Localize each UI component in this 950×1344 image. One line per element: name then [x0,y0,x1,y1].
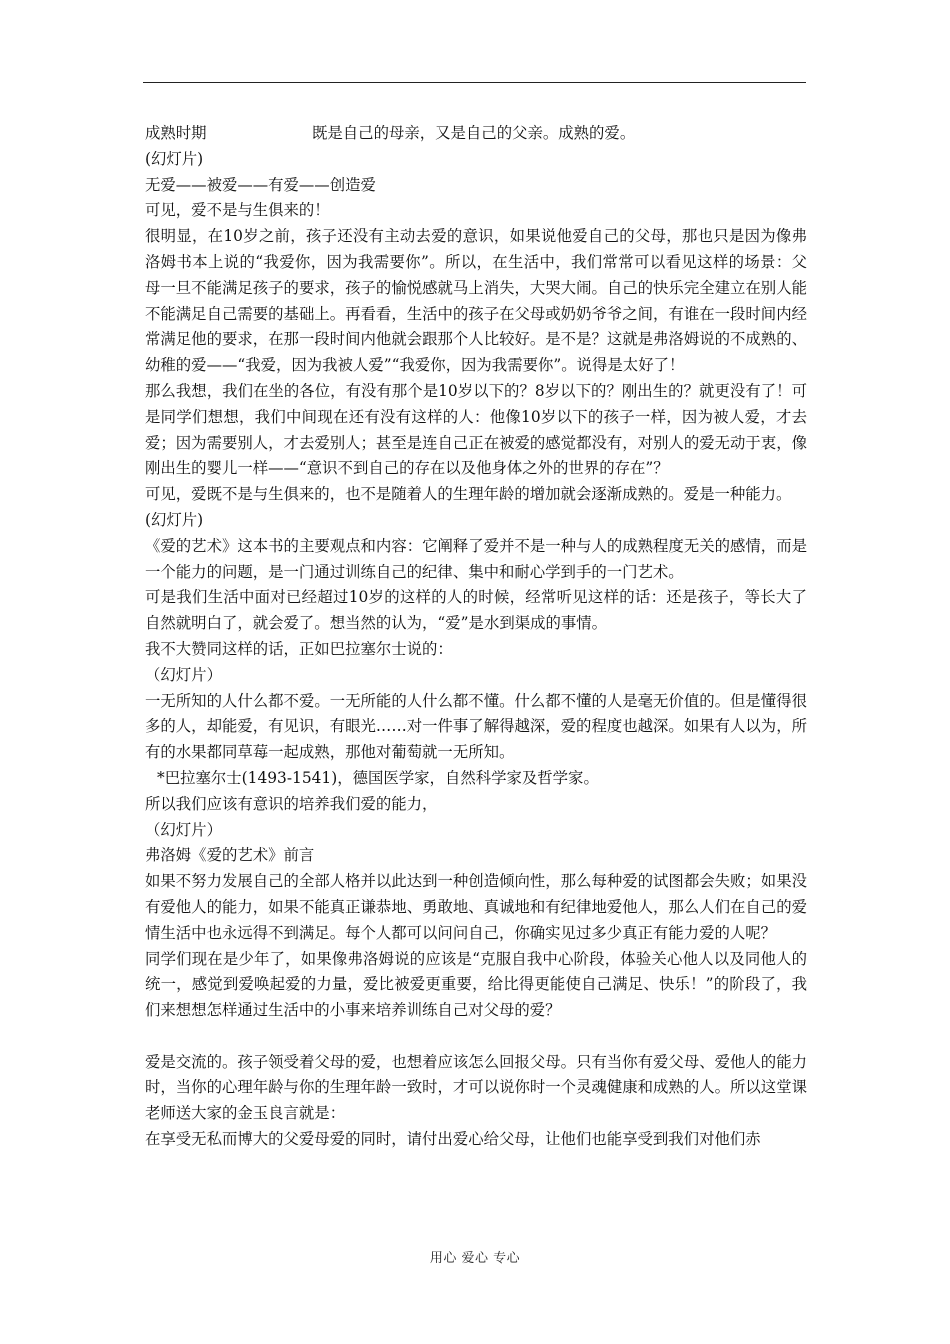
paragraph: 《爱的艺术》这本书的主要观点和内容：它阐释了爱并不是一种与人的成熟程度无关的感情，而是一个能力的问题，是一门通过训练自己的纪律、集中和耐心学到手的一门艺术。 [145,536,807,581]
paragraph: 如果不努力发展自己的全部人格并以此达到一种创造倾向性，那么每种爱的试图都会失败；如果没有爱他人的能力，如果不能真正谦恭地、勇敢地、真诚地和有纪律地爱他人，那么人们在自己的爱情生活中也永远得不到满足。每个人都可以问问自己，你确实见过多少真正有能力爱的人呢？ [145,872,807,942]
stage-description: 既是自己的母亲，又是自己的父亲。成熟的爱。 [312,124,636,142]
stage-row-mature [145,121,807,147]
page-footer: 用心 爱心 专心 [429,1251,521,1266]
paragraph: 那么我想，我们在坐的各位，有没有那个是10岁以下的？8岁以下的？刚出生的？就更没有了！可是同学们想想，我们中间现在还有没有这样的人：他像10岁以下的孩子一样，因为被人爱，才去爱；因为需要别人，才去爱别人；甚至是连自己正在被爱的感觉都没有，对别人的爱无动于衷，像刚出生的婴儿一样——“意识不到自己的存在以及他身体之外的世界的存在”？ [145,381,807,478]
footnote: *巴拉塞尔士(1493-1541)，德国医学家，自然科学家及哲学家。 [157,768,599,787]
paragraph: 我不大赞同这样的话，正如巴拉塞尔士说的： [145,639,453,658]
quote-paragraph: 一无所知的人什么都不爱。一无所能的人什么都不懂。什么都不懂的人是毫无价值的。但是懂得很多的人，却能爱，有见识，有眼光……对一件事了解得越深，爱的程度也越深。如果有人以为，所有的水果都同草莓一起成熟，那他对葡萄就一无所知。 [145,691,807,762]
slide-marker: （幻灯片） [145,665,222,684]
stage-label: 成熟时期 [145,124,207,142]
paragraph: 可见，爱不是与生俱来的！ [145,201,330,220]
paragraph: 所以我们应该有意识的培养我们爱的能力， [145,794,438,813]
love-stages-line: 无爱——被爱——有爱——创造爱 [145,175,376,194]
paragraph: 很明显，在10岁之前，孩子还没有主动去爱的意识，如果说他爱自己的父母，那也只是因为像弗洛姆书本上说的“我爱你，因为我需要你”。所以，在生活中，我们常常可以看见这样的场景：父母一旦不能满足孩子的要求，孩子的愉悦感就马上消失，大哭大闹。自己的快乐完全建立在别人能不能满足自己需要的基础上。再看看，生活中的孩子在父母或奶奶爷爷之间，有谁在一段时间内经常满足他的要求，在那一段时间内他就会跟那个人比较好。是不是？这就是弗洛姆说的不成熟的、幼稚的爱——“我爱，因为我被人爱”“我爱你，因为我需要你”。说得是太好了！ [145,227,807,375]
slide-marker: （幻灯片） [145,820,222,839]
header-rule [143,82,806,83]
paragraph: 同学们现在是少年了，如果像弗洛姆说的应该是“克服自我中心阶段，体验关心他人以及同他人的统一，感觉到爱唤起爱的力量，爱比被爱更重要，给比得更能使自己满足、快乐！”的阶段了，我们来想想怎样通过生活中的小事来培养训练自己对父母的爱？ [145,949,807,1020]
paragraph: 可见，爱既不是与生俱来的，也不是随着人的生理年龄的增加就会逐渐成熟的。爱是一种能力。 [145,485,792,504]
slide-marker: (幻灯片) [145,149,204,168]
slide-marker: (幻灯片) [145,510,204,529]
paragraph: 爱是交流的。孩子领受着父母的爱，也想着应该怎么回报父母。只有当你有爱父母、爱他人的能力时，当你的心理年龄与你的生理年龄一致时，才可以说你时一个灵魂健康和成熟的人。所以这堂课老师送大家的金玉良言就是： [145,1052,807,1123]
document-body [145,121,807,1153]
paragraph: 可是我们生活中面对已经超过10岁的这样的人的时候，经常听见这样的话：还是孩子，等长大了自然就明白了，就会爱了。想当然的认为，“爱”是水到渠成的事情。 [145,588,807,633]
preface-heading: 弗洛姆《爱的艺术》前言 [145,846,315,865]
blank-line [145,1024,807,1050]
paragraph: 在享受无私而博大的父爱母爱的同时，请付出爱心给父母，让他们也能享受到我们对他们赤 [145,1130,761,1149]
